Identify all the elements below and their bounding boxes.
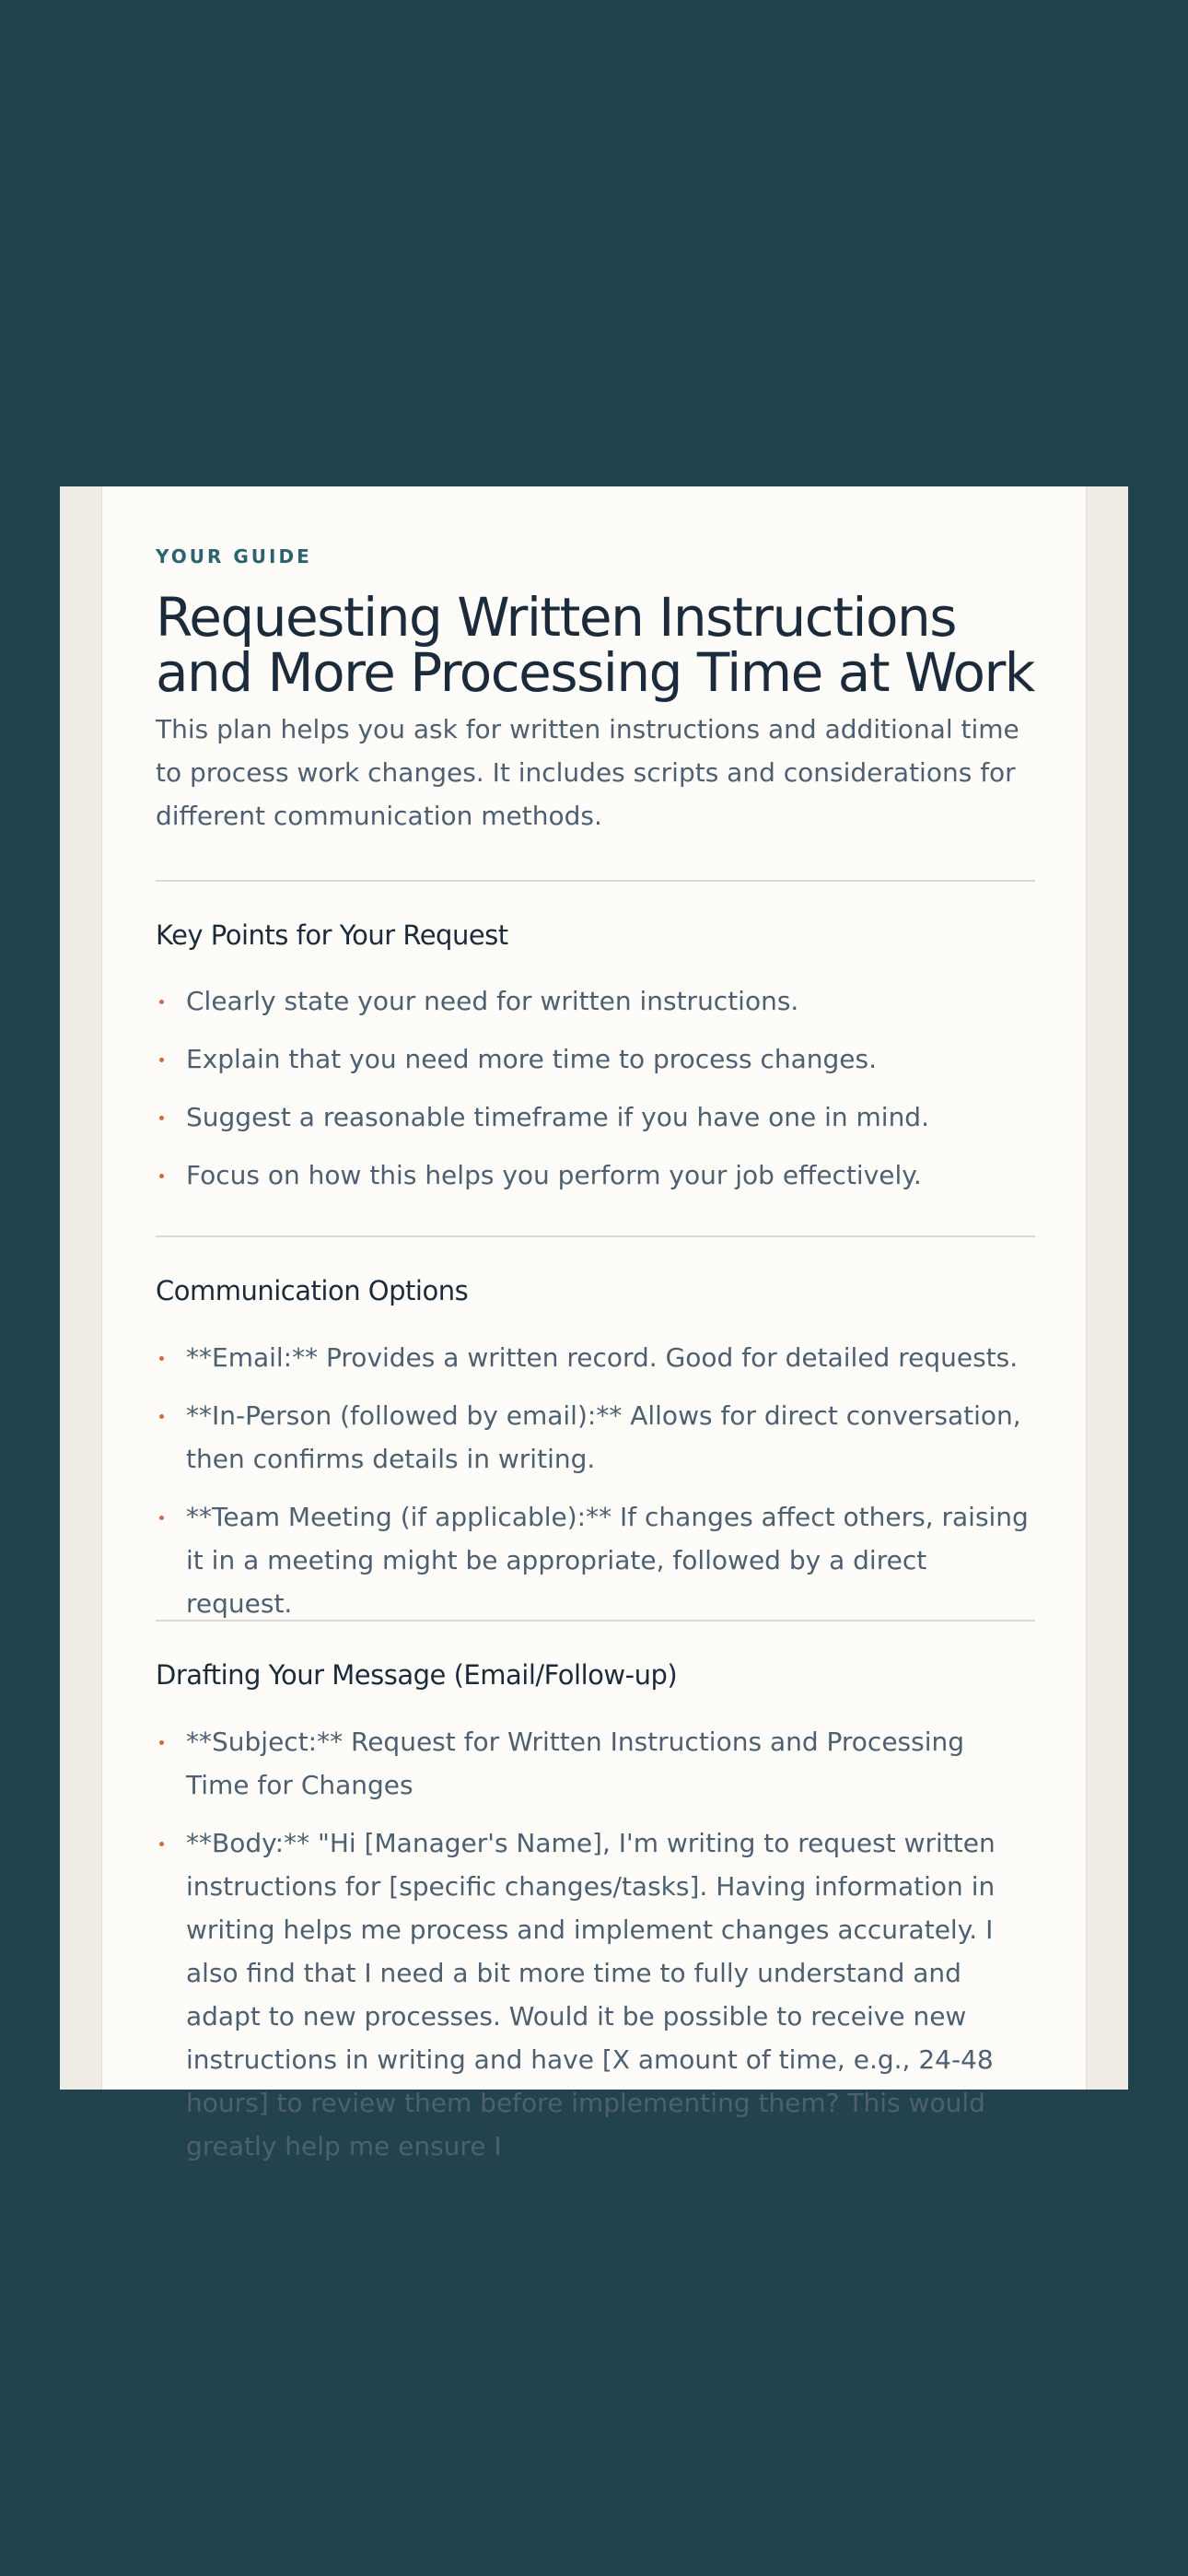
bullet-dot-icon (159, 1058, 164, 1062)
list-item (156, 1336, 1035, 1379)
list-item-text: Focus on how this helps you perform your job effectively. (186, 1160, 922, 1190)
list-item-text: **In-Person (followed by email):** Allows for direct conversation, then confirms details in writing. (186, 1400, 1021, 1474)
list-item-text: **Subject:** Request for Written Instructions and Processing Time for Changes (186, 1727, 965, 1800)
list-item (156, 1720, 1035, 1807)
bullet-dot-icon (159, 1842, 164, 1846)
page-title: Requesting Written Instructions and More Processing Time at Work (156, 586, 1034, 704)
section-divider (156, 1620, 1035, 1622)
key-points-list (156, 979, 1035, 1197)
section-title-drafting-message: Drafting Your Message (Email/Follow-up) (156, 1659, 678, 1691)
bullet-dot-icon (159, 1000, 164, 1004)
list-item (156, 1495, 1035, 1625)
list-item (156, 979, 1035, 1023)
section-divider (156, 1235, 1035, 1237)
list-item-text: Explain that you need more time to process changes. (186, 1044, 878, 1074)
list-item-text: **Body:** "Hi [Manager's Name], I'm writing to request written instructions for [specific changes/tasks]. Having information in writing helps me process and implement changes accurately. I also find that I need a bit more time to fully understand and adapt to new processes. Would it be possible to receive new instructions in writing and have [X amount of time, e.g., 24-48 hours] to review them before implementing them? This would greatly help me ensure I (186, 1828, 996, 2161)
eyebrow-label: YOUR GUIDE (156, 545, 312, 568)
bullet-dot-icon (159, 1174, 164, 1178)
drafting-message-list (156, 1720, 1035, 2168)
bullet-dot-icon (159, 1116, 164, 1120)
bullet-dot-icon (159, 1516, 164, 1520)
list-item (156, 1821, 1035, 2168)
section-title-communication-options: Communication Options (156, 1275, 469, 1306)
guide-card (101, 486, 1087, 2161)
section-title-key-points: Key Points for Your Request (156, 919, 508, 951)
bullet-dot-icon (159, 1740, 164, 1745)
document-frame (60, 486, 1128, 2161)
communication-options-list (156, 1336, 1035, 1625)
list-item-text: **Email:** Provides a written record. Good for detailed requests. (186, 1342, 1019, 1373)
list-item (156, 1153, 1035, 1197)
bullet-dot-icon (159, 1414, 164, 1419)
bullet-dot-icon (159, 1356, 164, 1361)
intro-paragraph: This plan helps you ask for written instructions and additional time to process work changes. It includes scripts and considerations for different communication methods. (156, 714, 1019, 831)
list-item (156, 1394, 1035, 1481)
list-item-text: **Team Meeting (if applicable):** If changes affect others, raising it in a meeting might be appropriate, followed by a direct request. (186, 1502, 1029, 1619)
list-item-text: Suggest a reasonable timeframe if you have one in mind. (186, 1102, 929, 1132)
list-item (156, 1095, 1035, 1139)
section-divider (156, 880, 1035, 882)
list-item (156, 1037, 1035, 1081)
list-item-text: Clearly state your need for written instructions. (186, 986, 799, 1016)
